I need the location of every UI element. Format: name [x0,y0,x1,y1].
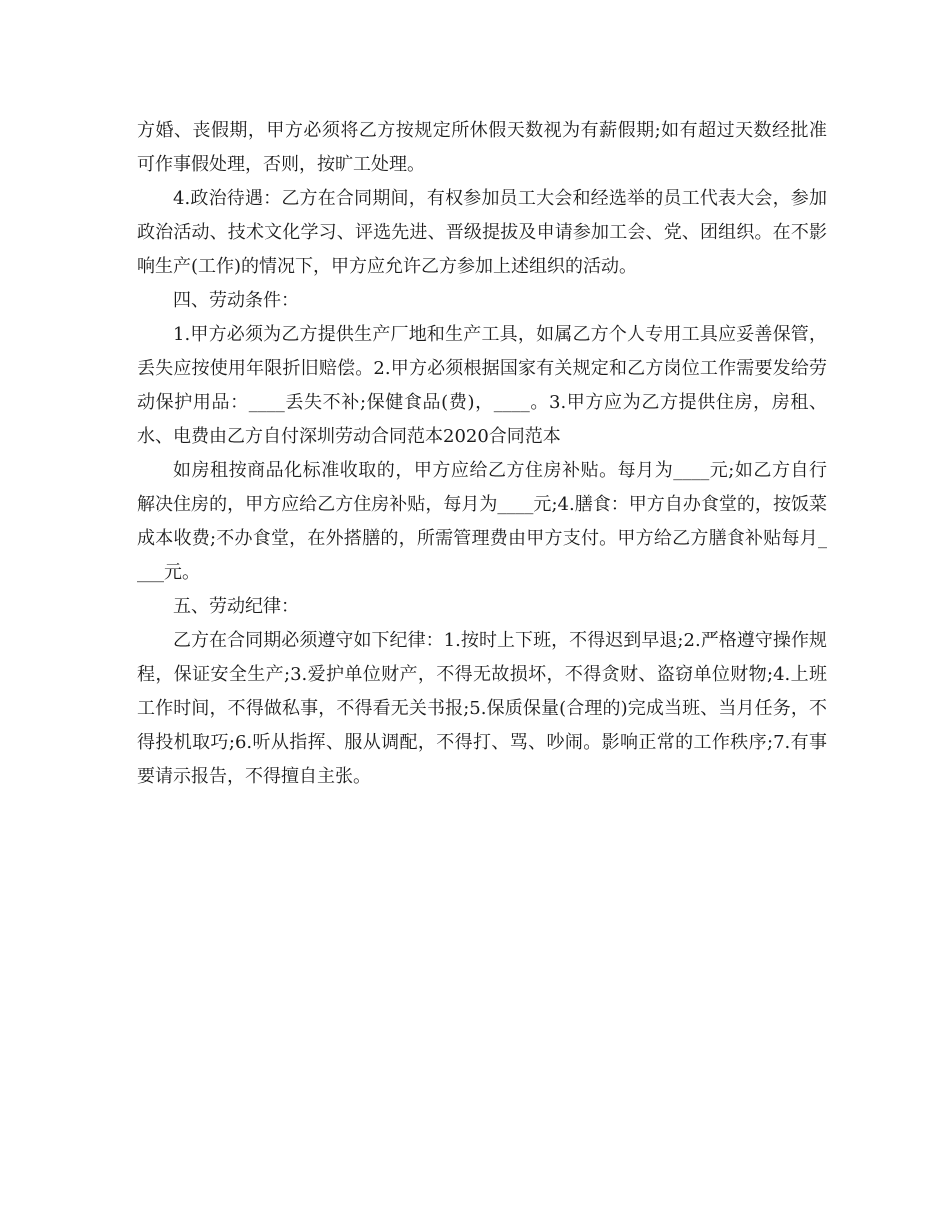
paragraph-discipline-rules: 乙方在合同期必须遵守如下纪律：1.按时上下班，不得迟到早退;2.严格遵守操作规程，保证安全生产;3.爱护单位财产，不得无故损坏，不得贪财、盗窃单位财物;4.上班工作时间，不得做私事，不得看无关书报;5.保质保量(合理的)完成当班、当月任务，不得投机取巧;6.听从指挥、服从调配，不得打、骂、吵闹。影响正常的工作秩序;7.有事要请示报告，不得擅自主张。 [137,630,827,787]
paragraph-political-treatment: 4.政治待遇：乙方在合同期间，有权参加员工大会和经选举的员工代表大会，参加政治活动、技术文化学习、评选先进、晋级提拔及申请参加工会、党、团组织。在不影响生产(工作)的情况下，甲方应允许乙方参加上述组织的活动。 [137,188,827,277]
document-body [137,114,827,794]
paragraph-tools-and-housing: 1.甲方必须为乙方提供生产厂地和生产工具，如属乙方个人专用工具应妥善保管，丢失应按使用年限折旧赔偿。2.甲方必须根据国家有关规定和乙方岗位工作需要发给劳动保护用品：____丢失不补;保健食品(费)，____。3.甲方应为乙方提供住房，房租、水、电费由乙方自付深圳劳动合同范本2020合同范本 [137,324,827,447]
paragraph-housing-and-meals: 如房租按商品化标准收取的，甲方应给乙方住房补贴。每月为____元;如乙方自行解决住房的，甲方应给乙方住房补贴，每月为____元;4.膳食：甲方自办食堂的，按饭菜成本收费;不办食堂，在外搭膳的，所需管理费由甲方支付。甲方给乙方膳食补贴每月____元。 [137,460,827,583]
paragraph-leave-continuation: 方婚、丧假期，甲方必须将乙方按规定所休假天数视为有薪假期;如有超过天数经批准可作事假处理，否则，按旷工处理。 [137,120,827,175]
section-heading-labor-conditions: 四、劳动条件： [173,290,299,311]
section-heading-labor-discipline: 五、劳动纪律： [173,596,299,617]
